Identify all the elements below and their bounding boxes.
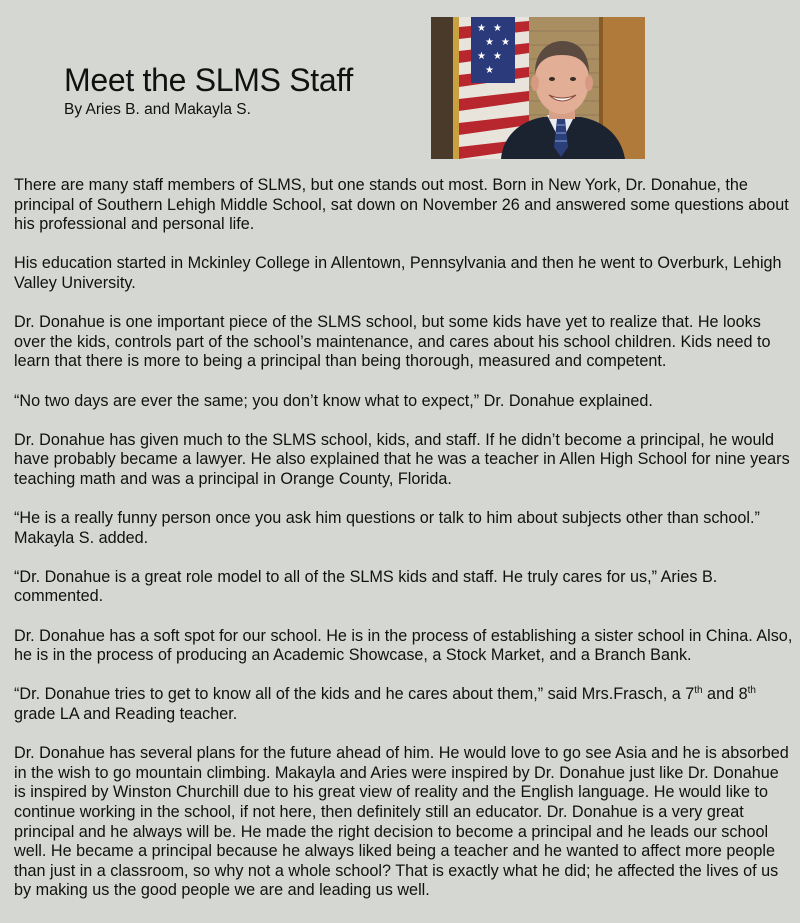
- quote-text: and 8: [702, 685, 748, 704]
- paragraph: His education started in Mckinley College in Allentown, Pennsylvania and then he went to Overburk, Lehigh Valley University.: [14, 254, 782, 292]
- article-header: [64, 62, 353, 119]
- svg-text:★: ★: [485, 65, 494, 76]
- ordinal-suffix: th: [694, 685, 703, 697]
- paragraph: There are many staff members of SLMS, but one stands out most. Born in New York, Dr. Donahue, the principal of Southern Lehigh Middle School, sat down on November 26 and answered some questions about his professional and personal life.: [14, 176, 789, 234]
- paragraph: Dr. Donahue is one important piece of the SLMS school, but some kids have yet to realize that. He looks over the kids, controls part of the school’s maintenance, and cares about his school children. Kids need to learn that there is more to being a principal than being thorough, measured and competent.: [14, 313, 771, 371]
- article-body: [14, 176, 794, 921]
- svg-text:★: ★: [493, 23, 502, 34]
- quote-text: “Dr. Donahue tries to get to know all of the kids and he cares about them,” said Mrs.Frasch, a 7: [14, 685, 695, 704]
- quote-text: grade LA and Reading teacher.: [14, 705, 238, 724]
- paragraph: “Dr. Donahue is a great role model to all of the SLMS kids and staff. He truly cares for us,” Aries B. commented.: [14, 567, 718, 606]
- svg-text:★: ★: [501, 37, 510, 48]
- svg-text:★: ★: [493, 51, 502, 62]
- paragraph: “He is a really funny person once you ask him questions or talk to him about subjects other than school.” Makayla S. added.: [14, 509, 760, 547]
- ordinal-suffix: th: [747, 685, 756, 697]
- paragraph: “No two days are ever the same; you don’t know what to expect,” Dr. Donahue explained.: [14, 391, 653, 410]
- page-title: Meet the SLMS Staff: [64, 62, 353, 98]
- svg-text:★: ★: [477, 23, 486, 34]
- byline: By Aries B. and Makayla S.: [64, 101, 251, 118]
- paragraph: [14, 685, 794, 724]
- principal-photo: [431, 17, 645, 159]
- paragraph: Dr. Donahue has given much to the SLMS school, kids, and staff. If he didn’t become a principal, he would have probably became a lawyer. He also explained that he was a teacher in Allen High School for nine years teaching math and was a principal in Orange County, Florida.: [14, 430, 790, 488]
- svg-text:★: ★: [485, 37, 494, 48]
- paragraph: Dr. Donahue has a soft spot for our school. He is in the process of establishing a sister school in China. Also, he is in the process of producing an Academic Showcase, a Stock Market, and a Branch Bank.: [14, 626, 793, 665]
- paragraph: Dr. Donahue has several plans for the future ahead of him. He would love to go see Asia and he is absorbed in the wish to go mountain climbing. Makayla and Aries were inspired by Dr. Donahue just like Dr. Donahue is inspired by Winston Churchill due to his great view of reality and the English language. He would like to continue working in the school, if not here, then definitely still an educator. Dr. Donahue is a very great principal and he always will be. He made the right decision to become a principal and he leads our school well. He became a principal because he always liked being a teacher and he wanted to affect more people than just in a classroom, so why not a whole school? That is exactly what he did; he affected the lives of us by making us the good people we are and leading us well.: [14, 744, 789, 900]
- svg-text:★: ★: [477, 51, 486, 62]
